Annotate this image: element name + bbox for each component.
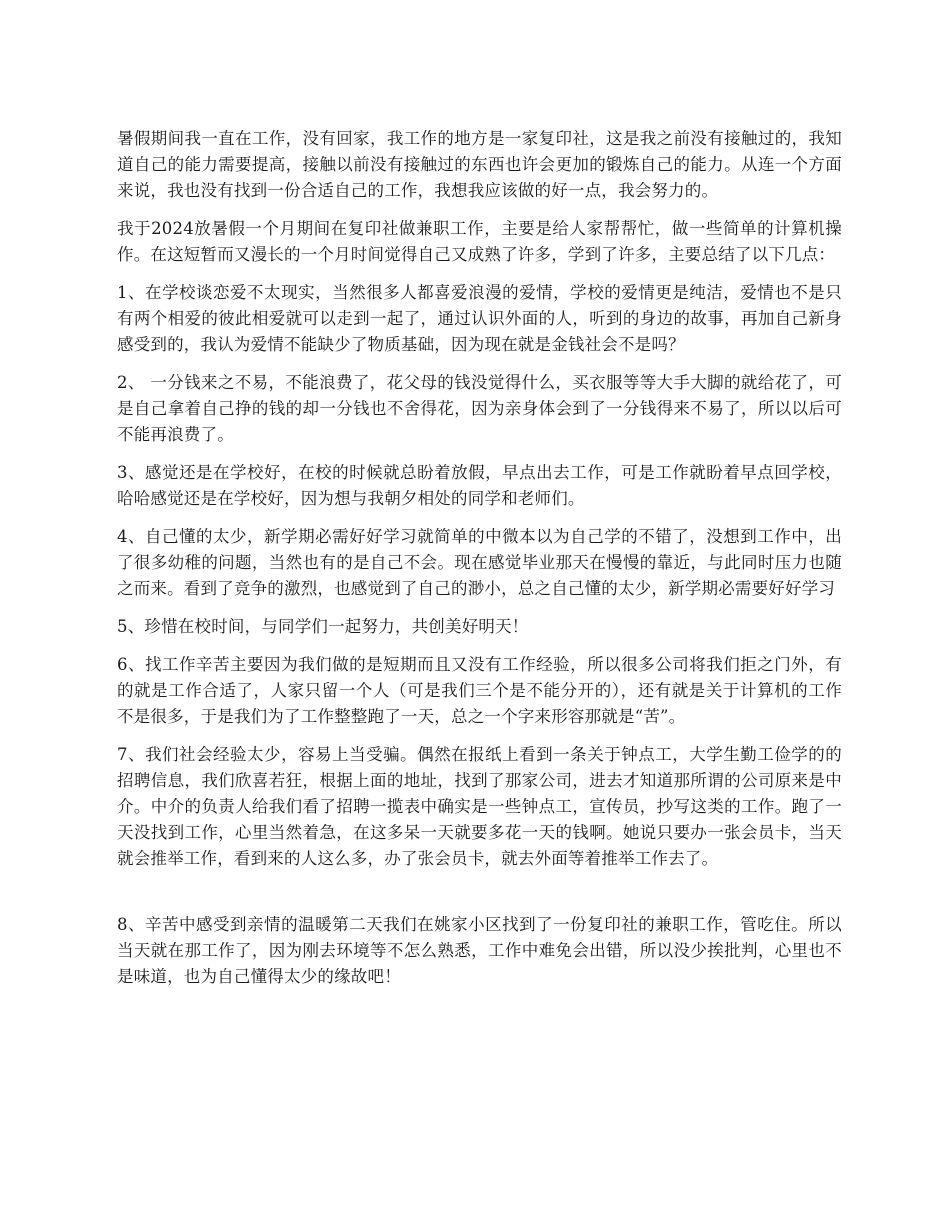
paragraph-point-7: 7、我们社会经验太少，容易上当受骗。偶然在报纸上看到一条关于钟点工，大学生勤工俭学的的招聘信息，我们欣喜若狂，根据上面的地址，找到了那家公司，进去才知道那所谓的公司原来是中介。中介的负责人给我们看了招聘一揽表中确实是一些钟点工，宣传员，抄写这类的工作。跑了一天没找到工作，心里当然着急，在这多呆一天就要多花一天的钱啊。她说只要办一张会员卡，当天就会推举工作，看到来的人这么多，办了张会员卡，就去外面等着推举工作去了。 <box>117 745 842 868</box>
document-body <box>117 126 842 1002</box>
paragraph-point-1: 1、在学校谈恋爱不太现实，当然很多人都喜爱浪漫的爱情，学校的爱情更是纯洁，爱情也不是只有两个相爱的彼此相爱就可以走到一起了，通过认识外面的人，听到的身边的故事，再加自己新身感受到的，我认为爱情不能缺少了物质基础，因为现在就是金钱社会不是吗？ <box>117 283 842 354</box>
paragraph-point-6: 6、找工作辛苦主要因为我们做的是短期而且又没有工作经验，所以很多公司将我们拒之门外，有的就是工作合适了，人家只留一个人（可是我们三个是不能分开的），还有就是关于计算机的工作不是很多，于是我们为了工作整整跑了一天，总之一个字来形容那就是“苦”。 <box>117 655 842 726</box>
paragraph-point-8: 8、辛苦中感受到亲情的温暖第二天我们在姚家小区找到了一份复印社的兼职工作，管吃住。所以当天就在那工作了，因为刚去环境等不怎么熟悉，工作中难免会出错，所以没少挨批判，心里也不是味道，也为自己懂得太少的缘故吧！ <box>117 915 842 986</box>
paragraph-point-5: 5、珍惜在校时间，与同学们一起努力，共创美好明天！ <box>117 617 529 636</box>
paragraph-point-3: 3、感觉还是在学校好，在校的时候就总盼着放假，早点出去工作，可是工作就盼着早点回学校，哈哈感觉还是在学校好，因为想与我朝夕相处的同学和老师们。 <box>117 463 842 508</box>
paragraph-summary-lead: 我于2024放暑假一个月期间在复印社做兼职工作，主要是给人家帮帮忙，做一些简单的计算机操作。在这短暂而又漫长的一个月时间觉得自己又成熟了许多，学到了许多，主要总结了以下几点： <box>117 219 842 264</box>
paragraph-intro: 暑假期间我一直在工作，没有回家，我工作的地方是一家复印社，这是我之前没有接触过的，我知道自己的能力需要提高，接触以前没有接触过的东西也许会更加的锻炼自己的能力。从连一个方面来说，我也没有找到一份合适自己的工作，我想我应该做的好一点，我会努力的。 <box>117 129 842 200</box>
paragraph-point-4: 4、自己懂的太少，新学期必需好好学习就简单的中微本以为自己学的不错了，没想到工作中，出了很多幼稚的问题，当然也有的是自己不会。现在感觉毕业那天在慢慢的靠近，与此同时压力也随之而来。看到了竞争的激烈，也感觉到了自己的渺小，总之自己懂的太少，新学期必需要好好学习 <box>117 527 842 598</box>
paragraph-point-2: 2、 一分钱来之不易，不能浪费了，花父母的钱没觉得什么，买衣服等等大手大脚的就给花了，可是自己拿着自己挣的钱的却一分钱也不舍得花，因为亲身体会到了一分钱得来不易了，所以以后可不能再浪费了。 <box>117 373 842 444</box>
